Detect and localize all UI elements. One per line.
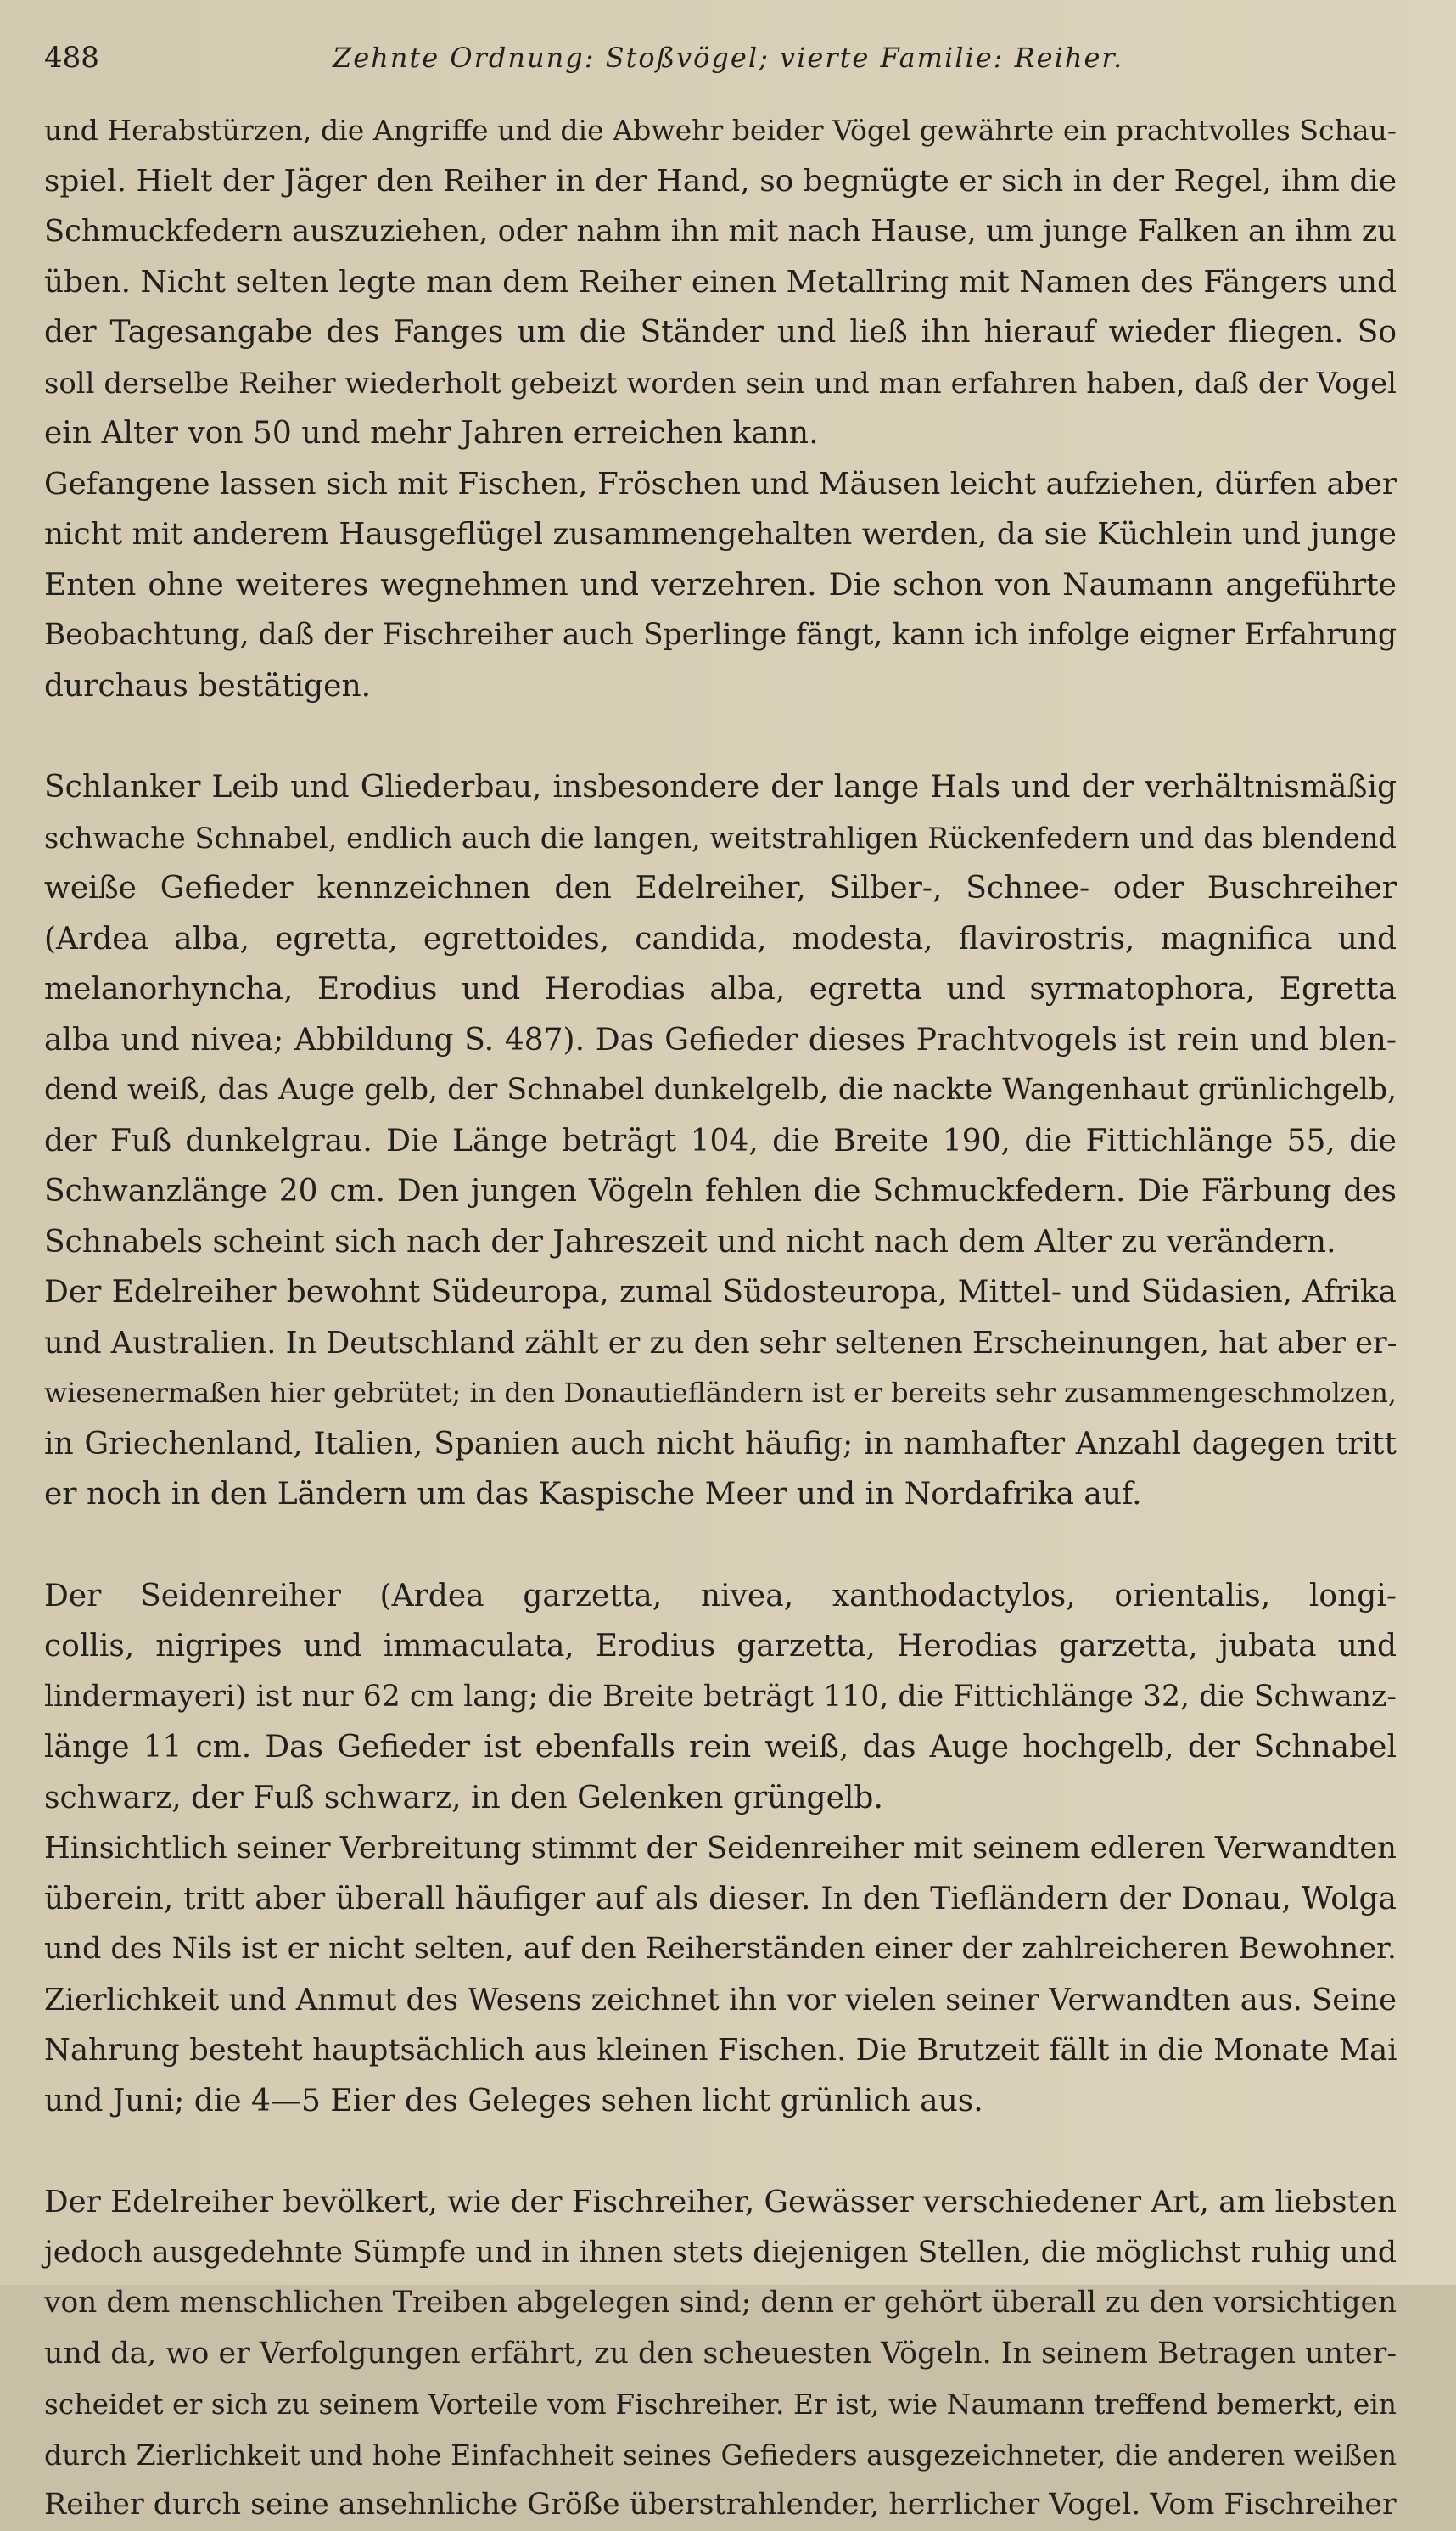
text-line: Gefangene lassen sich mit Fischen, Fröschen und Mäusen leicht aufziehen, dürfen aber (44, 466, 1397, 502)
paragraph (44, 2177, 1397, 2531)
text-line: er noch in den Ländern um das Kaspische Meer und in Nordafrika auf. (44, 1477, 1142, 1512)
text-line: alba und nivea; Abbildung S. 487). Das Gefieder dieses Prachtvogels ist rein und blen- (44, 1022, 1397, 1058)
text-line: nicht mit anderem Hausgeflügel zusammengehalten werden, da sie Küchlein und junge (44, 517, 1397, 552)
text-line: wiesenermaßen hier gebrütet; in den Donautiefländern ist er bereits sehr zusammengeschmolzen, (44, 1377, 1397, 1409)
text-line: länge 11 cm. Das Gefieder ist ebenfalls rein weiß, das Auge hochgelb, der Schnabel (44, 1730, 1397, 1765)
text-line: in Griechenland, Italien, Spanien auch nicht häufig; in namhafter Anzahl dagegen tritt (44, 1426, 1397, 1462)
text-line: von dem menschlichen Treiben abgelegen sind; denn er gehört überall zu den vorsichtigen (44, 2286, 1397, 2320)
running-title: Zehnte Ordnung: Stoßvögel; vierte Familie: Reiher. (333, 42, 1124, 74)
text-line: soll derselbe Reiher wiederholt gebeizt worden sein und man erfahren haben, daß der Vogel (44, 366, 1397, 400)
text-line: Der Edelreiher bevölkert, wie der Fischreiher, Gewässer verschiedener Art, am liebsten (44, 2185, 1397, 2220)
text-line: Hinsichtlich seiner Verbreitung stimmt der Seidenreiher mit seinem edleren Verwandten (44, 1831, 1397, 1866)
text-line: weiße Gefieder kennzeichnen den Edelreiher, Silber-, Schnee- oder Buschreiher (44, 871, 1397, 906)
text-line: schwache Schnabel, endlich auch die langen, weitstrahligen Rückenfedern und das blendend (44, 821, 1397, 855)
paragraph (44, 1267, 1397, 1520)
running-head (44, 41, 1397, 95)
text-line: scheidet er sich zu seinem Vorteile vom Fischreiher. Er ist, wie Naumann treffend bemerkt, ein (44, 2388, 1397, 2421)
text-line: und Australien. In Deutschland zählt er zu den sehr seltenen Erscheinungen, hat aber er- (44, 1325, 1397, 1361)
text-line: Schlanker Leib und Gliederbau, insbesondere der lange Hals und der verhältnismäßig (44, 770, 1397, 805)
text-line: Beobachtung, daß der Fischreiher auch Sperlinge fängt, kann ich infolge eigner Erfahrung (44, 618, 1397, 652)
text-line: jedoch ausgedehnte Sümpfe und in ihnen stets diejenigen Stellen, die möglichst ruhig und (44, 2235, 1397, 2270)
text-line: lindermayeri) ist nur 62 cm lang; die Breite beträgt 110, die Fittichlänge 32, die Schwanz- (44, 1679, 1397, 1714)
text-line: Reiher durch seine ansehnliche Größe überstrahlender, herrlicher Vogel. Vom Fischreiher (44, 2488, 1397, 2522)
paragraph (44, 1571, 1397, 1824)
text-line: Schmuckfedern auszuziehen, oder nahm ihn mit nach Hause, um junge Falken an ihm zu (44, 214, 1397, 249)
text-line: und da, wo er Verfolgungen erfährt, zu den scheuesten Vögeln. In seinem Betragen unter- (44, 2336, 1397, 2371)
section-gap (44, 2126, 1397, 2177)
section-gap (44, 711, 1397, 762)
text-line: schwarz, der Fuß schwarz, in den Gelenken grüngelb. (44, 1780, 883, 1815)
body-text (44, 105, 1397, 2531)
text-line: üben. Nicht selten legte man dem Reiher einen Metallring mit Namen des Fängers und (44, 264, 1397, 300)
text-line: überein, tritt aber überall häufiger auf als dieser. In den Tiefländern der Donau, Wolga (44, 1881, 1397, 1916)
paragraph (44, 762, 1397, 1267)
text-line: der Tagesangabe des Fanges um die Ständer und ließ ihn hierauf wieder fliegen. So (44, 315, 1397, 350)
text-line: (Ardea alba, egretta, egrettoides, candida, modesta, flavirostris, magnifica und (44, 921, 1397, 957)
text-line: Der Seidenreiher (Ardea garzetta, nivea, xanthodactylos, orientalis, longi- (44, 1578, 1397, 1613)
text-line: und des Nils ist er nicht selten, auf den Reiherständen einer der zahlreicheren Bewohner. (44, 1932, 1397, 1966)
paragraph (44, 105, 1397, 459)
text-line: durch Zierlichkeit und hohe Einfachheit seines Gefieders ausgezeichneter, die anderen weißen (44, 2438, 1397, 2472)
text-line: Schnabels scheint sich nach der Jahreszeit und nicht nach dem Alter zu verändern. (44, 1224, 1336, 1260)
text-line: ein Alter von 50 und mehr Jahren erreichen kann. (44, 416, 819, 451)
text-line: Schwanzlänge 20 cm. Den jungen Vögeln fehlen die Schmuckfedern. Die Färbung des (44, 1174, 1397, 1209)
text-line: Nahrung besteht hauptsächlich aus kleinen Fischen. Die Brutzeit fällt in die Monate Mai (44, 2033, 1397, 2068)
text-line: spiel. Hielt der Jäger den Reiher in der Hand, so begnügte er sich in der Regel, ihm die (44, 163, 1397, 199)
text-line: und Juni; die 4—5 Eier des Geleges sehen licht grünlich aus. (44, 2083, 983, 2119)
text-line: melanorhyncha, Erodius und Herodias alba, egretta und syrmatophora, Egretta (44, 972, 1397, 1007)
text-line: Der Edelreiher bewohnt Südeuropa, zumal Südosteuropa, Mittel- und Südasien, Afrika (44, 1275, 1397, 1310)
text-line: und Herabstürzen, die Angriffe und die Abwehr beider Vögel gewährte ein prachtvolles Schau- (44, 114, 1397, 147)
section-gap (44, 1520, 1397, 1571)
text-line: der Fuß dunkelgrau. Die Länge beträgt 104, die Breite 190, die Fittichlänge 55, die (44, 1123, 1397, 1159)
text-line: Enten ohne weiteres wegnehmen und verzehren. Die schon von Naumann angeführte (44, 567, 1397, 603)
text-line: durchaus bestätigen. (44, 668, 372, 704)
text-line: collis, nigripes und immaculata, Erodius garzetta, Herodias garzetta, jubata und (44, 1629, 1397, 1664)
text-line: Zierlichkeit und Anmut des Wesens zeichnet ihn vor vielen seiner Verwandten aus. Seine (44, 1982, 1397, 2018)
text-line: dend weiß, das Auge gelb, der Schnabel dunkelgelb, die nackte Wangenhaut grünlichgelb, (44, 1073, 1397, 1107)
paragraph (44, 1823, 1397, 2126)
paragraph (44, 459, 1397, 712)
page-number: 488 (44, 41, 99, 75)
